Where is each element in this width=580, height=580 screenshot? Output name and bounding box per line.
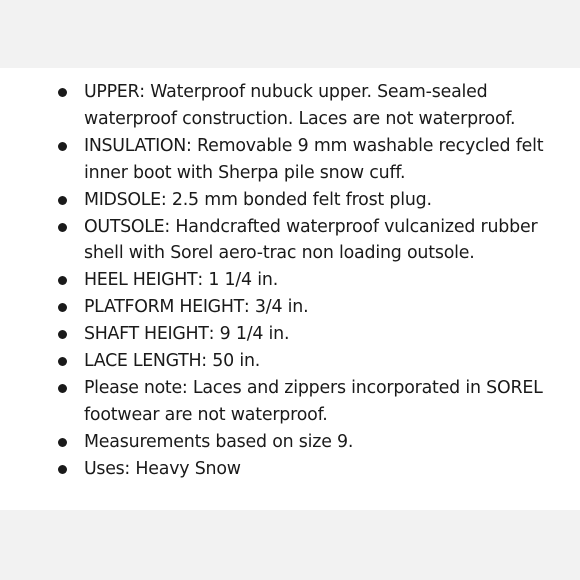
spec-label: HEEL HEIGHT — [84, 270, 198, 291]
bullet-icon — [58, 276, 67, 285]
spec-item-please-note: Please note: Laces and zippers incorporated in SOREL footwear are not waterproof. — [58, 375, 558, 429]
spec-item-lace-length: LACE LENGTH: 50 in. — [58, 348, 558, 375]
spec-text: Handcrafted waterproof vulcanized rubber shell with Sorel aero-trac non loading outsole. — [84, 216, 538, 264]
product-spec-panel — [0, 68, 580, 510]
spec-text: Waterproof nubuck upper. Seam-sealed waterproof construction. Laces are not waterproof. — [84, 82, 516, 129]
bullet-icon — [58, 142, 67, 151]
spec-item-platform-height: PLATFORM HEIGHT: 3/4 in. — [58, 294, 558, 321]
spec-list — [58, 79, 558, 483]
spec-item-insulation: INSULATION: Removable 9 mm washable recycled felt inner boot with Sherpa pile snow cuff. — [58, 133, 558, 187]
spec-label: INSULATION — [84, 135, 186, 156]
spec-label: OUTSOLE — [84, 216, 165, 237]
bullet-icon — [58, 303, 67, 312]
bullet-icon — [58, 196, 67, 205]
bullet-icon — [58, 438, 67, 447]
spec-label: SHAFT HEIGHT — [84, 324, 209, 345]
bullet-icon — [58, 330, 67, 339]
spec-text: 2.5 mm bonded felt frost plug. — [171, 189, 432, 210]
bullet-icon — [58, 357, 67, 366]
spec-item-upper: UPPER: Waterproof nubuck upper. Seam-sealed waterproof construction. Laces are not waterproof. — [58, 79, 558, 133]
spec-text: 1 1/4 in. — [208, 270, 279, 291]
spec-item-heel-height: HEEL HEIGHT: 1 1/4 in. — [58, 267, 558, 294]
spec-text: Laces and zippers incorporated in SOREL footwear are not waterproof. — [84, 377, 543, 425]
bullet-icon — [58, 223, 67, 232]
spec-text: 9 1/4 in. — [219, 324, 290, 345]
spec-item-uses: Uses: Heavy Snow — [58, 456, 558, 483]
bullet-icon — [58, 88, 67, 97]
spec-item-midsole: MIDSOLE: 2.5 mm bonded felt frost plug. — [58, 187, 558, 214]
spec-label: LACE LENGTH — [84, 351, 202, 372]
spec-item-measurements — [58, 429, 558, 456]
bullet-icon — [58, 384, 67, 393]
bullet-icon — [58, 465, 67, 474]
spec-item-outsole: OUTSOLE: Handcrafted waterproof vulcanized rubber shell with Sorel aero-trac non loading outsole. — [58, 214, 558, 268]
spec-label: MIDSOLE — [84, 189, 161, 210]
spec-label: PLATFORM HEIGHT — [84, 297, 244, 318]
spec-text: 3/4 in. — [254, 297, 309, 318]
spec-text: Removable 9 mm washable recycled felt inner boot with Sherpa pile snow cuff. — [84, 135, 544, 183]
spec-text: 50 in. — [212, 351, 261, 372]
spec-label: Uses — [84, 458, 125, 479]
spec-text: Heavy Snow — [135, 458, 241, 479]
spec-item-shaft-height: SHAFT HEIGHT: 9 1/4 in. — [58, 321, 558, 348]
spec-text: Measurements based on size 9. — [84, 431, 354, 452]
spec-label: Please note — [84, 377, 182, 398]
spec-label: UPPER — [84, 82, 140, 102]
